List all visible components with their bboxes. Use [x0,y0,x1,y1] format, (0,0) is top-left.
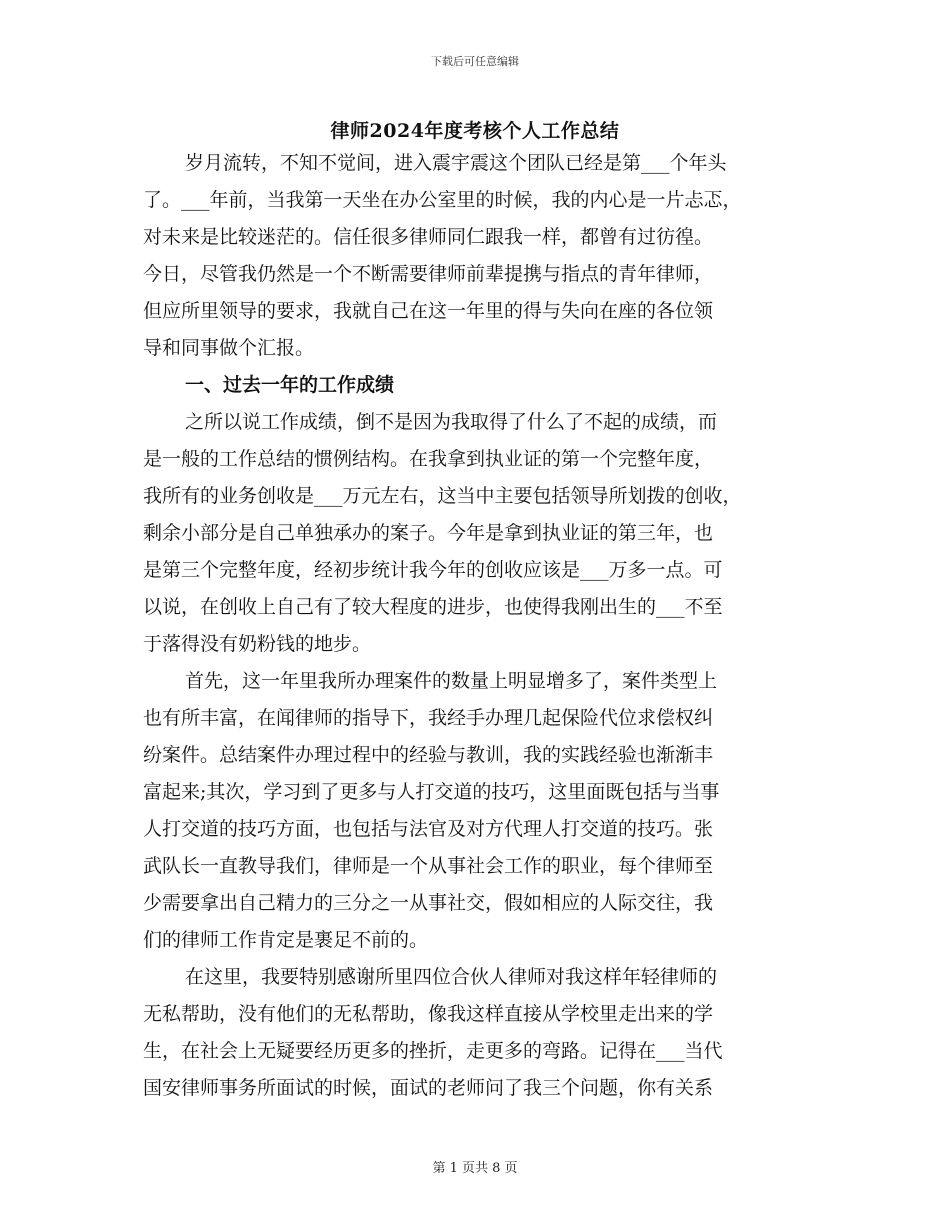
text-line: 对未来是比较迷茫的。信任很多律师同仁跟我一样，都曾有过彷徨。 [143,226,714,248]
text-line: 国安律师事务所面试的时候，面试的老师问了我三个问题，你有关系 [143,1077,714,1099]
text-line: 我所有的业务创收是___万元左右，这当中主要包括领导所划拨的创收， [143,485,742,507]
document-body [143,145,815,1107]
text-line: 剩余小部分是自己单独承办的案子。今年是拿到执业证的第三年，也 [143,522,714,544]
text-line: 岁月流转，不知不觉间，进入震宇震这个团队已经是第___个年头 [185,152,727,174]
text-line: 们的律师工作肯定是裹足不前的。 [143,929,429,951]
text-line: 于落得没有奶粉钱的地步。 [143,633,372,655]
text-line: 纷案件。总结案件办理过程中的经验与教训，我的实践经验也渐渐丰 [143,744,714,766]
text-line: 了。___年前，当我第一天坐在办公室里的时候，我的内心是一片忐忑， [143,189,742,211]
text-line: 是一般的工作总结的惯例结构。在我拿到执业证的第一个完整年度， [143,448,714,470]
text-line: 以说，在创收上自己有了较大程度的进步，也使得我刚出生的___不至 [143,596,723,618]
text-line: 之所以说工作成绩，倒不是因为我取得了什么了不起的成绩，而 [185,411,718,433]
text-line: 生，在社会上无疑要经历更多的挫折，走更多的弯路。记得在___当代 [143,1040,723,1062]
document-title: 律师2024年度考核个人工作总结 [330,120,620,142]
section-heading: 一、过去一年的工作成绩 [185,374,395,396]
text-line: 今日，尽管我仍然是一个不断需要律师前辈提携与指点的青年律师， [143,263,714,285]
text-line: 人打交道的技巧方面，也包括与法官及对方代理人打交道的技巧。张 [143,818,714,840]
text-line: 富起来;其次，学习到了更多与人打交道的技巧，这里面既包括与当事 [143,781,720,803]
page-number: 第 1 页共 8 页 [432,1161,518,1176]
text-line: 少需要拿出自己精力的三分之一从事社交，假如相应的人际交往，我 [143,892,714,914]
text-line: 但应所里领导的要求，我就自己在这一年里的得与失向在座的各位领 [143,300,714,322]
text-line: 在这里，我要特别感谢所里四位合伙人律师对我这样年轻律师的 [185,966,718,988]
text-line: 武队长一直教导我们，律师是一个从事社会工作的职业，每个律师至 [143,855,714,877]
text-line: 是第三个完整年度，经初步统计我今年的创收应该是___万多一点。可 [143,559,723,581]
text-line: 导和同事做个汇报。 [143,337,315,359]
text-line: 首先，这一年里我所办理案件的数量上明显增多了，案件类型上 [185,670,718,692]
page-header-note: 下载后可任意编辑 [431,55,519,68]
text-line: 也有所丰富，在闻律师的指导下，我经手办理几起保险代位求偿权纠 [143,707,714,729]
text-line: 无私帮助，没有他们的无私帮助，像我这样直接从学校里走出来的学 [143,1003,714,1025]
